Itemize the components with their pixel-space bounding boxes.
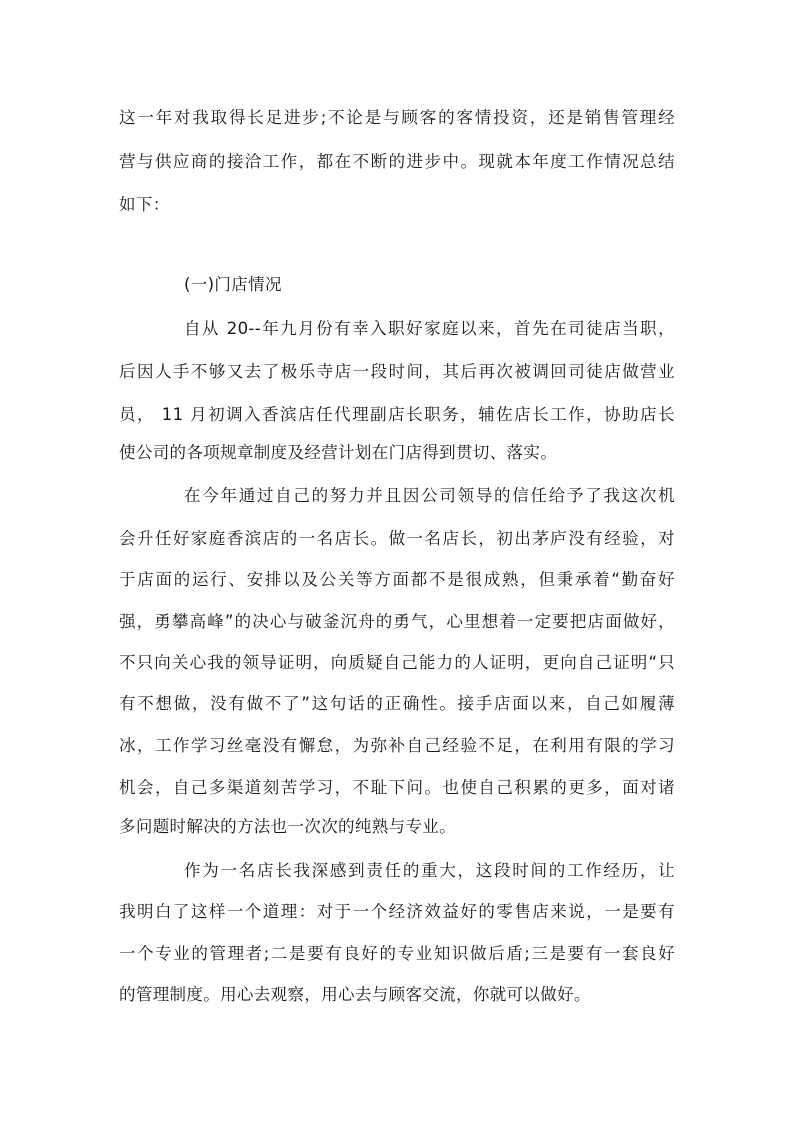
paragraph-2-line: 有不想做，没有做不了”这句话的正确性。接手店面以来，自己如履薄 bbox=[119, 694, 675, 713]
paragraph-1-line: 员， 11 月初调入香滨店任代理副店长职务，辅佐店长工作，协助店长 bbox=[119, 405, 675, 424]
paragraph-2-line: 冰，工作学习丝毫没有懈怠，为弥补自己经验不足，在利用有限的学习 bbox=[119, 736, 675, 755]
paragraph-2-line: 在今年通过自己的努力并且因公司领导的信任给予了我这次机 bbox=[184, 486, 675, 505]
paragraph-1-line: 后因人手不够又去了极乐寺店一段时间，其后再次被调回司徒店做营业 bbox=[119, 362, 675, 381]
paragraph-3-line: 作为一名店长我深感到责任的重大，这段时间的工作经历，让 bbox=[184, 861, 675, 880]
intro-line: 如下： bbox=[119, 195, 170, 214]
section-heading: (一)门店情况 bbox=[184, 275, 282, 294]
intro-line: 这一年对我取得长足进步;不论是与顾客的客情投资，还是销售管理经 bbox=[119, 108, 675, 127]
paragraph-2-line: 于店面的运行、安排以及公关等方面都不是很成熟，但秉承着“勤奋好 bbox=[119, 570, 675, 589]
paragraph-2-line: 多问题时解决的方法也一次次的纯熟与专业。 bbox=[119, 817, 456, 836]
paragraph-2-line: 机会，自己多渠道刻苦学习，不耻下问。也使自己积累的更多，面对诸 bbox=[119, 778, 675, 797]
paragraph-1-line: 自从 20--年九月份有幸入职好家庭以来，首先在司徒店当职， bbox=[184, 319, 675, 338]
paragraph-2-line: 强，勇攀高峰”的决心与破釜沉舟的勇气，心里想着一定要把店面做好， bbox=[119, 612, 675, 631]
intro-line: 营与供应商的接洽工作，都在不断的进步中。现就本年度工作情况总结 bbox=[119, 152, 675, 171]
paragraph-2-line: 不只向关心我的领导证明，向质疑自己能力的人证明，更向自己证明“只 bbox=[119, 653, 675, 672]
paragraph-2-line: 会升任好家庭香滨店的一名店长。做一名店长，初出茅庐没有经验，对 bbox=[119, 529, 675, 548]
paragraph-1-line: 使公司的各项规章制度及经营计划在门店得到贯切、落实。 bbox=[119, 443, 558, 462]
paragraph-3-line: 我明白了这样一个道理：对于一个经济效益好的零售店来说，一是要有 bbox=[119, 902, 675, 921]
paragraph-3-line: 一个专业的管理者;二是要有良好的专业知识做后盾;三是要有一套良好 bbox=[119, 944, 675, 963]
paragraph-3-line: 的管理制度。用心去观察，用心去与顾客交流，你就可以做好。 bbox=[119, 985, 591, 1004]
